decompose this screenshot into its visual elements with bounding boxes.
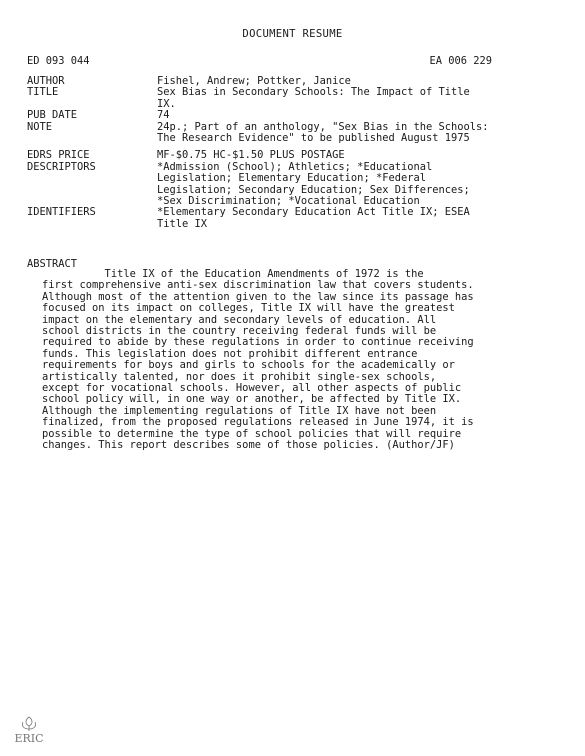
- abstract-line: except for vocational schools. However, all other aspects of public: [42, 382, 462, 395]
- abstract-line: requirements for boys and girls to schools for the academically or: [42, 359, 455, 372]
- clearinghouse-number: EA 006 229: [429, 55, 492, 67]
- field-value-line: Fishel, Andrew; Pottker, Janice: [157, 75, 351, 87]
- field-label: EDRS PRICE: [27, 149, 90, 162]
- abstract-line: changes. This report describes some of those policies. (Author/JF): [42, 439, 455, 452]
- abstract-line: school districts in the country receiving federal funds will be: [42, 325, 437, 338]
- field-value-line: Title IX: [157, 217, 208, 230]
- field-label: NOTE: [27, 120, 53, 133]
- eric-logo-icon: [9, 714, 49, 746]
- abstract-line: funds. This legislation does not prohibit different entrance: [42, 347, 418, 360]
- abstract-line: artistically talented, nor does it prohibit single-sex schools,: [42, 370, 437, 383]
- field-value-line: *Admission (School); Athletics; *Educational: [157, 160, 433, 173]
- field-value-line: *Sex Discrimination; *Vocational Education: [157, 195, 420, 208]
- field-value: [157, 162, 547, 208]
- field-label: TITLE: [27, 86, 59, 99]
- abstract-body: [42, 269, 542, 452]
- field-row-title: [27, 87, 547, 110]
- abstract-line: Although most of the attention given to the law since its passage has: [42, 290, 474, 303]
- field-value-line: Sex Bias in Secondary Schools: The Impact of Title: [157, 86, 470, 99]
- abstract-line: Although the implementing regulations of Title IX have not been: [42, 404, 437, 417]
- abstract-line: Title IX of the Education Amendments of 1972 is the: [42, 268, 424, 280]
- field-value-line: 74: [157, 109, 170, 122]
- field-value-line: IX.: [157, 97, 176, 110]
- ed-number: ED 093 044: [27, 55, 90, 67]
- field-value: [157, 122, 547, 145]
- field-value: [157, 207, 547, 230]
- abstract-line: required to abide by these regulations in order to continue receiving: [42, 336, 474, 349]
- field-value-line: *Elementary Secondary Education Act Title IX; ESEA: [157, 206, 470, 219]
- field-value-line: MF-$0.75 HC-$1.50 PLUS POSTAGE: [157, 149, 345, 162]
- metadata-fields: [27, 76, 547, 230]
- field-value: [157, 110, 547, 121]
- field-label: AUTHOR: [27, 75, 65, 87]
- field-value-line: 24p.; Part of an anthology, "Sex Bias in the Schools:: [157, 120, 489, 133]
- field-row-note: [27, 122, 547, 145]
- field-row-descriptors: [27, 162, 547, 208]
- abstract-line: finalized, from the proposed regulations released in June 1974, it is: [42, 416, 474, 429]
- field-row-identifiers: [27, 207, 547, 230]
- field-value-line: The Research Evidence" to be published August 1975: [157, 132, 470, 145]
- field-row-pub-date: [27, 110, 547, 121]
- abstract-line: focused on its impact on colleges, Title IX will have the greatest: [42, 302, 455, 315]
- eric-logo-text: ERIC: [14, 732, 44, 745]
- abstract-heading: ABSTRACT: [27, 258, 78, 270]
- field-label: PUB DATE: [27, 109, 78, 122]
- field-value-line: Legislation; Elementary Education; *Federal: [157, 172, 426, 185]
- abstract-line: school policy will, in one way or another, be affected by Title IX.: [42, 393, 462, 406]
- abstract-line: first comprehensive anti-sex discrimination law that covers students.: [42, 279, 474, 292]
- abstract-line: impact on the elementary and secondary levels of education. All: [42, 313, 437, 326]
- field-value-line: Legislation; Secondary Education; Sex Differences;: [157, 183, 470, 196]
- abstract-line: possible to determine the type of school policies that will require: [42, 427, 462, 440]
- field-value: [157, 87, 547, 110]
- document-title: DOCUMENT RESUME: [242, 28, 343, 40]
- field-label: DESCRIPTORS: [27, 160, 96, 173]
- field-label: IDENTIFIERS: [27, 206, 96, 219]
